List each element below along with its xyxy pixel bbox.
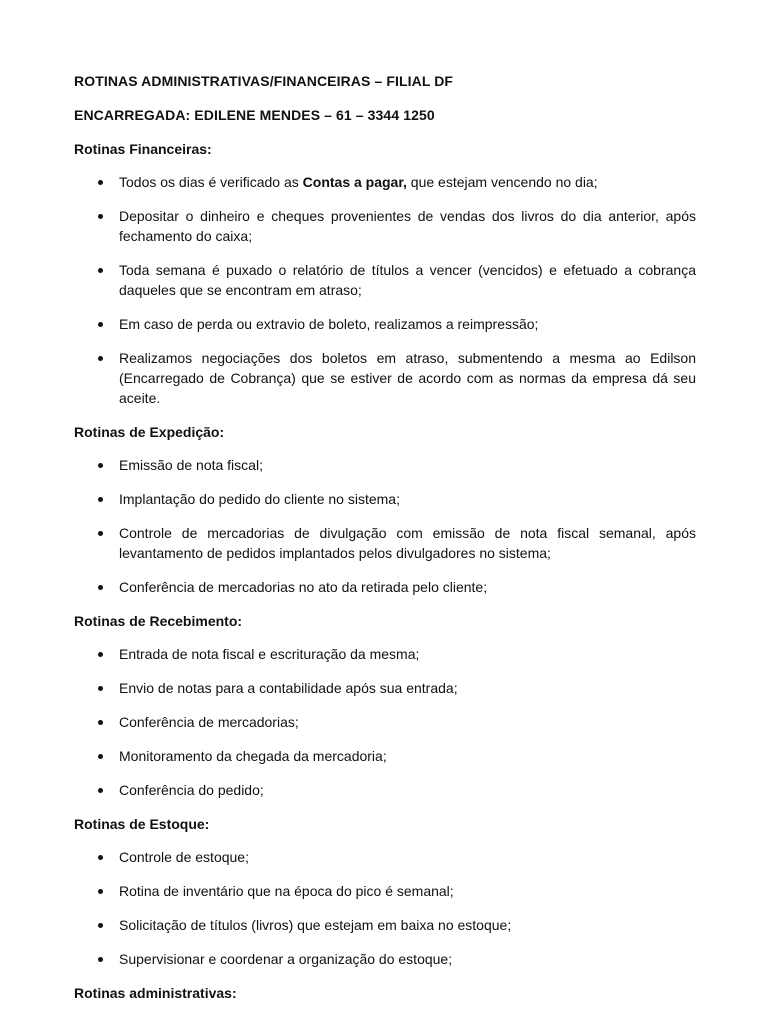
bullet-icon bbox=[98, 788, 103, 793]
section-recebimento bbox=[74, 611, 696, 800]
list-item bbox=[74, 206, 696, 246]
bullet-icon bbox=[98, 686, 103, 691]
list-item bbox=[74, 678, 696, 698]
list-item bbox=[74, 455, 696, 475]
section-administrativas bbox=[74, 983, 696, 1003]
item-text: Conferência de mercadorias; bbox=[119, 714, 299, 730]
list-item bbox=[74, 881, 696, 901]
bullet-icon bbox=[98, 855, 103, 860]
section-title-recebimento: Rotinas de Recebimento: bbox=[74, 613, 243, 629]
bullet-icon bbox=[98, 497, 103, 502]
bullet-icon bbox=[98, 720, 103, 725]
item-text: Realizamos negociações dos boletos em atraso, submentendo a mesma ao Edilson (Encarregado de Cobrança) que se estiver de acordo com as normas da empresa dá seu aceite. bbox=[119, 350, 696, 406]
bullet-icon bbox=[98, 180, 103, 185]
bullet-icon bbox=[98, 268, 103, 273]
section-title-estoque: Rotinas de Estoque: bbox=[74, 816, 210, 832]
item-text: Rotina de inventário que na época do pico é semanal; bbox=[119, 883, 454, 899]
list-item bbox=[74, 577, 696, 597]
list-item bbox=[74, 915, 696, 935]
section-expedicao bbox=[74, 422, 696, 597]
item-text: Conferência de mercadorias no ato da retirada pelo cliente; bbox=[119, 579, 488, 595]
item-text: Envio de notas para a contabilidade após sua entrada; bbox=[119, 680, 458, 696]
recebimento-list bbox=[74, 644, 696, 800]
list-item bbox=[74, 780, 696, 800]
item-text: Supervisionar e coordenar a organização do estoque; bbox=[119, 951, 453, 967]
list-item bbox=[74, 847, 696, 867]
bullet-icon bbox=[98, 214, 103, 219]
list-item bbox=[74, 348, 696, 408]
bullet-icon bbox=[98, 652, 103, 657]
item-text: Entrada de nota fiscal e escrituração da mesma; bbox=[119, 646, 420, 662]
item-text: Em caso de perda ou extravio de boleto, realizamos a reimpressão; bbox=[119, 316, 539, 332]
section-title-financeiras: Rotinas Financeiras: bbox=[74, 141, 212, 157]
list-item bbox=[74, 746, 696, 766]
bullet-icon bbox=[98, 754, 103, 759]
item-text: Monitoramento da chegada da mercadoria; bbox=[119, 748, 387, 764]
bullet-icon bbox=[98, 923, 103, 928]
item-text: que estejam vencendo no dia; bbox=[406, 174, 598, 190]
section-estoque bbox=[74, 814, 696, 969]
list-item bbox=[74, 712, 696, 732]
document-title: ROTINAS ADMINISTRATIVAS/FINANCEIRAS – FILIAL DF bbox=[74, 73, 454, 89]
item-text: Solicitação de títulos (livros) que estejam em baixa no estoque; bbox=[119, 917, 512, 933]
manager-line: ENCARREGADA: EDILENE MENDES – 61 – 3344 1250 bbox=[74, 107, 435, 123]
bullet-icon bbox=[98, 531, 103, 536]
item-text: Controle de mercadorias de divulgação com emissão de nota fiscal semanal, após levantamento de pedidos implantados pelos divulgadores no sistema; bbox=[119, 525, 696, 561]
item-text: Toda semana é puxado o relatório de títulos a vencer (vencidos) e efetuado a cobrança daqueles que se encontram em atraso; bbox=[119, 262, 696, 298]
section-financeiras bbox=[74, 139, 696, 408]
bullet-icon bbox=[98, 356, 103, 361]
bullet-icon bbox=[98, 322, 103, 327]
bullet-icon bbox=[98, 957, 103, 962]
item-text: Depositar o dinheiro e cheques provenientes de vendas dos livros do dia anterior, após fechamento do caixa; bbox=[119, 208, 696, 244]
list-item bbox=[74, 489, 696, 509]
item-text: Controle de estoque; bbox=[119, 849, 249, 865]
list-item bbox=[74, 949, 696, 969]
item-text: Implantação do pedido do cliente no sistema; bbox=[119, 491, 400, 507]
list-item bbox=[74, 314, 696, 334]
bullet-icon bbox=[98, 463, 103, 468]
item-text: Conferência do pedido; bbox=[119, 782, 264, 798]
financeiras-list bbox=[74, 172, 696, 408]
list-item bbox=[74, 260, 696, 300]
list-item bbox=[74, 644, 696, 664]
bullet-icon bbox=[98, 889, 103, 894]
item-text: Emissão de nota fiscal; bbox=[119, 457, 263, 473]
section-title-expedicao: Rotinas de Expedição: bbox=[74, 424, 225, 440]
list-item bbox=[74, 172, 696, 192]
item-text-bold: Contas a pagar, bbox=[302, 174, 407, 190]
list-item bbox=[74, 523, 696, 563]
section-title-administrativas: Rotinas administrativas: bbox=[74, 985, 237, 1001]
item-text: Todos os dias é verificado as bbox=[119, 174, 303, 190]
expedicao-list bbox=[74, 455, 696, 597]
estoque-list bbox=[74, 847, 696, 969]
bullet-icon bbox=[98, 585, 103, 590]
document-page bbox=[74, 71, 696, 1016]
